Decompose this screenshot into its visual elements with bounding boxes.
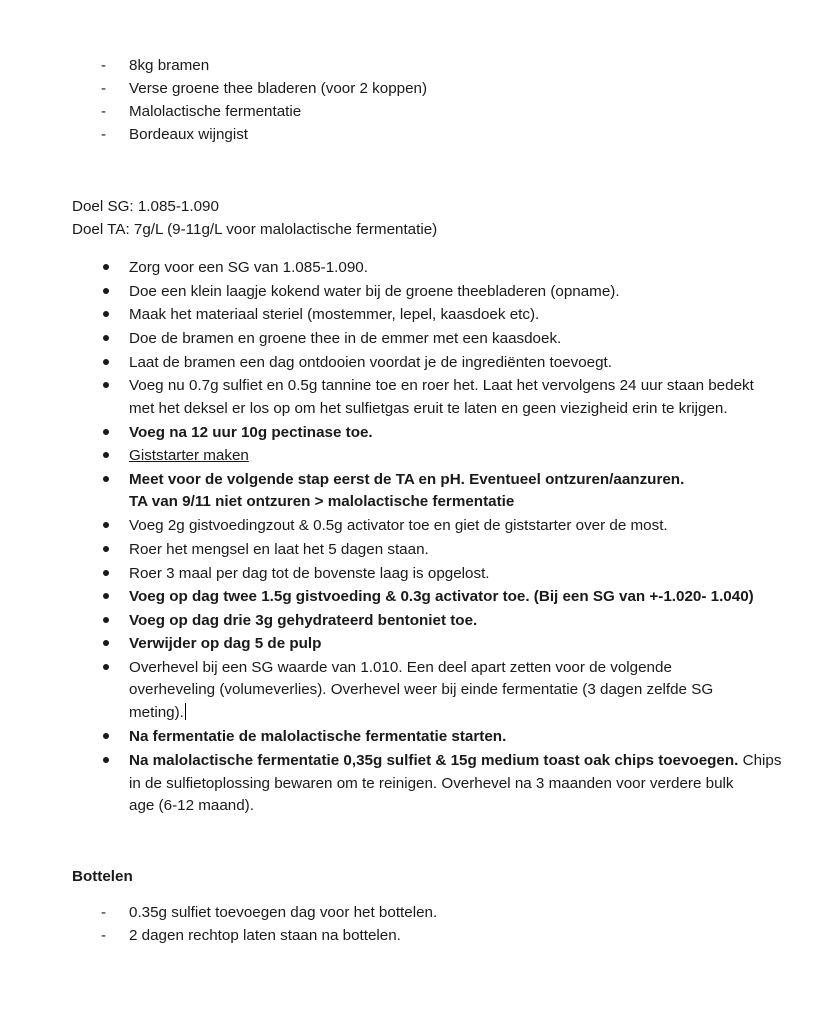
ingredient-item: Bordeaux wijngist: [129, 126, 249, 143]
target-sg: Doel SG: 1.085-1.090: [72, 198, 219, 215]
step-item-continuation: age (6-12 maand).: [129, 797, 254, 814]
bottling-item: 0.35g sulfiet toevoegen dag voor het bottelen.: [129, 904, 438, 921]
step-item: Doe de bramen en groene thee in de emmer met een kaasdoek.: [129, 330, 562, 347]
bullet-marker: [103, 288, 109, 294]
step-item-continuation: in de sulfietoplossing bewaren om te reinigen. Overhevel na 3 maanden voor verdere bulk: [129, 775, 734, 792]
dash-marker: -: [101, 126, 107, 143]
step-link-giststarter[interactable]: Giststarter maken: [129, 447, 249, 464]
bottling-item: 2 dagen rechtop laten staan na bottelen.: [129, 927, 401, 944]
step-item-continuation: TA van 9/11 niet ontzuren > malolactische fermentatie: [129, 493, 515, 510]
text-cursor: [185, 703, 186, 720]
step-item: Zorg voor een SG van 1.085-1.090.: [129, 259, 368, 276]
step-item-text: meting).: [129, 704, 184, 721]
target-ta: Doel TA: 7g/L (9-11g/L voor malolactische fermentatie): [72, 221, 438, 238]
bullet-marker: [103, 522, 109, 528]
step-item-continuation: [129, 701, 186, 724]
ingredient-item: 8kg bramen: [129, 57, 210, 74]
bullet-marker: [103, 359, 109, 365]
bullet-marker: [103, 664, 109, 670]
bottling-heading: Bottelen: [72, 868, 133, 885]
step-item-text: Chips: [738, 752, 782, 769]
bullet-marker: [103, 617, 109, 623]
step-item: Na fermentatie de malolactische fermentatie starten.: [129, 728, 507, 745]
bullet-marker: [103, 476, 109, 482]
bullet-marker: [103, 733, 109, 739]
bullet-marker: [103, 593, 109, 599]
step-item: [129, 749, 781, 772]
bullet-marker: [103, 264, 109, 270]
bullet-marker: [103, 452, 109, 458]
dash-marker: -: [101, 103, 107, 120]
dash-marker: -: [101, 927, 107, 944]
step-item: Voeg nu 0.7g sulfiet en 0.5g tannine toe en roer het. Laat het vervolgens 24 uur staan bedekt: [129, 377, 754, 394]
step-item: Voeg na 12 uur 10g pectinase toe.: [129, 424, 373, 441]
step-item: Voeg op dag drie 3g gehydrateerd bentoniet toe.: [129, 612, 478, 629]
step-item-continuation: met het deksel er los op om het sulfietgas eruit te laten en geen viezigheid erin te krijgen.: [129, 400, 728, 417]
step-item: Overhevel bij een SG waarde van 1.010. Een deel apart zetten voor de volgende: [129, 659, 672, 676]
dash-marker: -: [101, 80, 107, 97]
step-item: Roer 3 maal per dag tot de bovenste laag is opgelost.: [129, 565, 490, 582]
ingredient-item: Malolactische fermentatie: [129, 103, 302, 120]
step-item: Verwijder op dag 5 de pulp: [129, 635, 322, 652]
step-item-bold: Na malolactische fermentatie 0,35g sulfiet & 15g medium toast oak chips toevoegen.: [129, 752, 739, 769]
dash-marker: -: [101, 904, 107, 921]
step-item: Maak het materiaal steriel (mostemmer, lepel, kaasdoek etc).: [129, 306, 540, 323]
bullet-marker: [103, 311, 109, 317]
bullet-marker: [103, 640, 109, 646]
step-item: Laat de bramen een dag ontdooien voordat je de ingrediënten toevoegt.: [129, 354, 612, 371]
bullet-marker: [103, 546, 109, 552]
bullet-marker: [103, 429, 109, 435]
bullet-marker: [103, 757, 109, 763]
step-item-continuation: overheveling (volumeverlies). Overhevel weer bij einde fermentatie (3 dagen zelfde SG: [129, 681, 714, 698]
step-item: Voeg 2g gistvoedingzout & 0.5g activator toe en giet de giststarter over de most.: [129, 517, 668, 534]
step-item: Meet voor de volgende stap eerst de TA en pH. Eventueel ontzuren/aanzuren.: [129, 471, 685, 488]
step-item: Roer het mengsel en laat het 5 dagen staan.: [129, 541, 429, 558]
bullet-marker: [103, 335, 109, 341]
dash-marker: -: [101, 57, 107, 74]
bullet-marker: [103, 382, 109, 388]
bullet-marker: [103, 570, 109, 576]
step-item: Voeg op dag twee 1.5g gistvoeding & 0.3g activator toe. (Bij een SG van +-1.020- 1.040): [129, 588, 754, 605]
ingredient-item: Verse groene thee bladeren (voor 2 koppen): [129, 80, 428, 97]
step-item: Doe een klein laagje kokend water bij de groene theebladeren (opname).: [129, 283, 620, 300]
